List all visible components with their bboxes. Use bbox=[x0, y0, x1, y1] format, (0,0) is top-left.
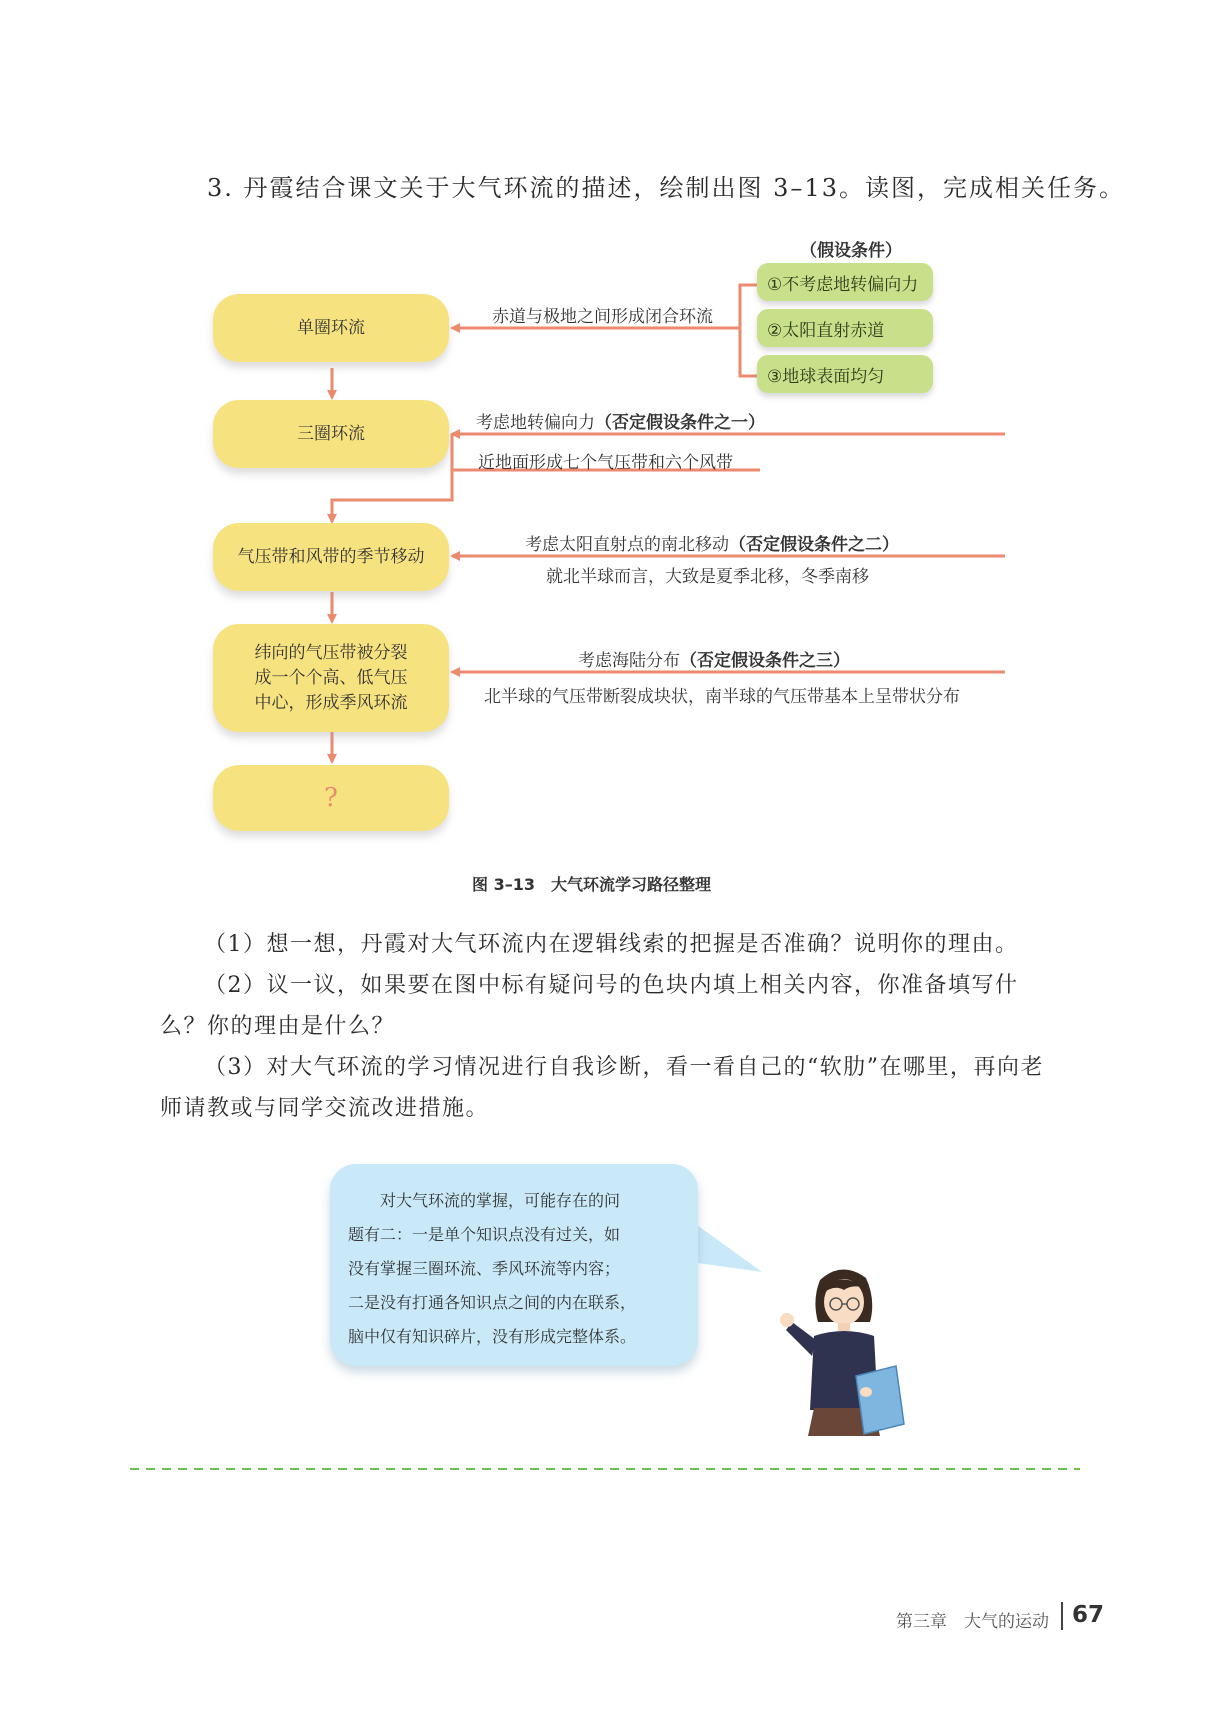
tip-text bbox=[348, 1184, 682, 1354]
label-seasonal-direction: 就北半球而言，大致是夏季北移，冬季南移 bbox=[546, 567, 869, 587]
question-1: （1）想一想，丹霞对大气环流内在逻辑线索的把握是否准确？说明你的理由。 bbox=[204, 932, 1019, 957]
figure-caption: 图 3–13 大气环流学习路径整理 bbox=[472, 875, 711, 894]
tip-line-3: 没有掌握三圈环流、季风环流等内容； bbox=[348, 1259, 621, 1278]
box-three-cell: 三圈环流 bbox=[213, 400, 449, 468]
label-coriolis-main: 考虑地转偏向力 bbox=[476, 413, 595, 433]
label-negate-1: （否定假设条件之一） bbox=[595, 413, 765, 433]
label-land-sea bbox=[578, 646, 850, 671]
footer-chapter: 第三章 大气的运动 bbox=[896, 1612, 1049, 1632]
section-divider bbox=[130, 1466, 1080, 1472]
tip-line-4: 二是没有打通各知识点之间的内在联系， bbox=[348, 1293, 637, 1312]
tip-line-1: 对大气环流的掌握，可能存在的问 bbox=[348, 1191, 621, 1210]
box-seasonal-shift: 气压带和风带的季节移动 bbox=[213, 523, 449, 591]
label-closed-circulation: 赤道与极地之间形成闭合环流 bbox=[492, 307, 713, 327]
box-split-line-3: 中心，形成季风环流 bbox=[254, 692, 408, 713]
student-illustration bbox=[770, 1260, 910, 1440]
condition-1: ①不考虑地转偏向力 bbox=[757, 263, 933, 301]
tip-bubble bbox=[330, 1164, 698, 1366]
box-split-line-2: 成一个个高、低气压 bbox=[254, 667, 408, 688]
conditions-header: （假设条件） bbox=[800, 241, 902, 261]
box-split-line-1: 纬向的气压带被分裂 bbox=[254, 642, 408, 663]
label-negate-2: （否定假设条件之二） bbox=[729, 535, 899, 555]
condition-bracket bbox=[740, 285, 757, 376]
bubble-tail bbox=[690, 1210, 770, 1290]
label-pressure-belts: 近地面形成七个气压带和六个风带 bbox=[478, 453, 733, 473]
tip-line-2: 题有二：一是单个知识点没有过关，如 bbox=[348, 1225, 621, 1244]
label-coriolis bbox=[476, 408, 765, 433]
box-monsoon-circulation bbox=[213, 624, 449, 732]
condition-2: ②太阳直射赤道 bbox=[757, 309, 933, 347]
label-land-sea-main: 考虑海陆分布 bbox=[578, 651, 680, 671]
label-sun-shift bbox=[525, 530, 899, 555]
box-unknown: ? bbox=[213, 765, 449, 831]
task-title: 3. 丹霞结合课文关于大气环流的描述，绘制出图 3–13。读图，完成相关任务。 bbox=[207, 174, 1125, 202]
tip-line-5: 脑中仅有知识碎片，没有形成完整体系。 bbox=[348, 1327, 637, 1346]
label-hemisphere-pattern: 北半球的气压带断裂成块状，南半球的气压带基本上呈带状分布 bbox=[484, 687, 960, 707]
box-single-cell: 单圈环流 bbox=[213, 294, 449, 362]
label-negate-3: （否定假设条件之三） bbox=[680, 651, 850, 671]
question-3: （3）对大气环流的学习情况进行自我诊断，看一看自己的“软肋”在哪里，再向老师请教或与同学交流改进措施。 bbox=[160, 1055, 1044, 1121]
condition-3: ③地球表面均匀 bbox=[757, 355, 933, 393]
label-sun-shift-main: 考虑太阳直射点的南北移动 bbox=[525, 535, 729, 555]
arrow-three-to-seasonal bbox=[332, 462, 452, 522]
question-2: （2）议一议，如果要在图中标有疑问号的色块内填上相关内容，你准备填写什么？你的理由是什么？ bbox=[160, 973, 1019, 1039]
footer-separator bbox=[1061, 1602, 1063, 1630]
page-number: 67 bbox=[1072, 1602, 1105, 1628]
